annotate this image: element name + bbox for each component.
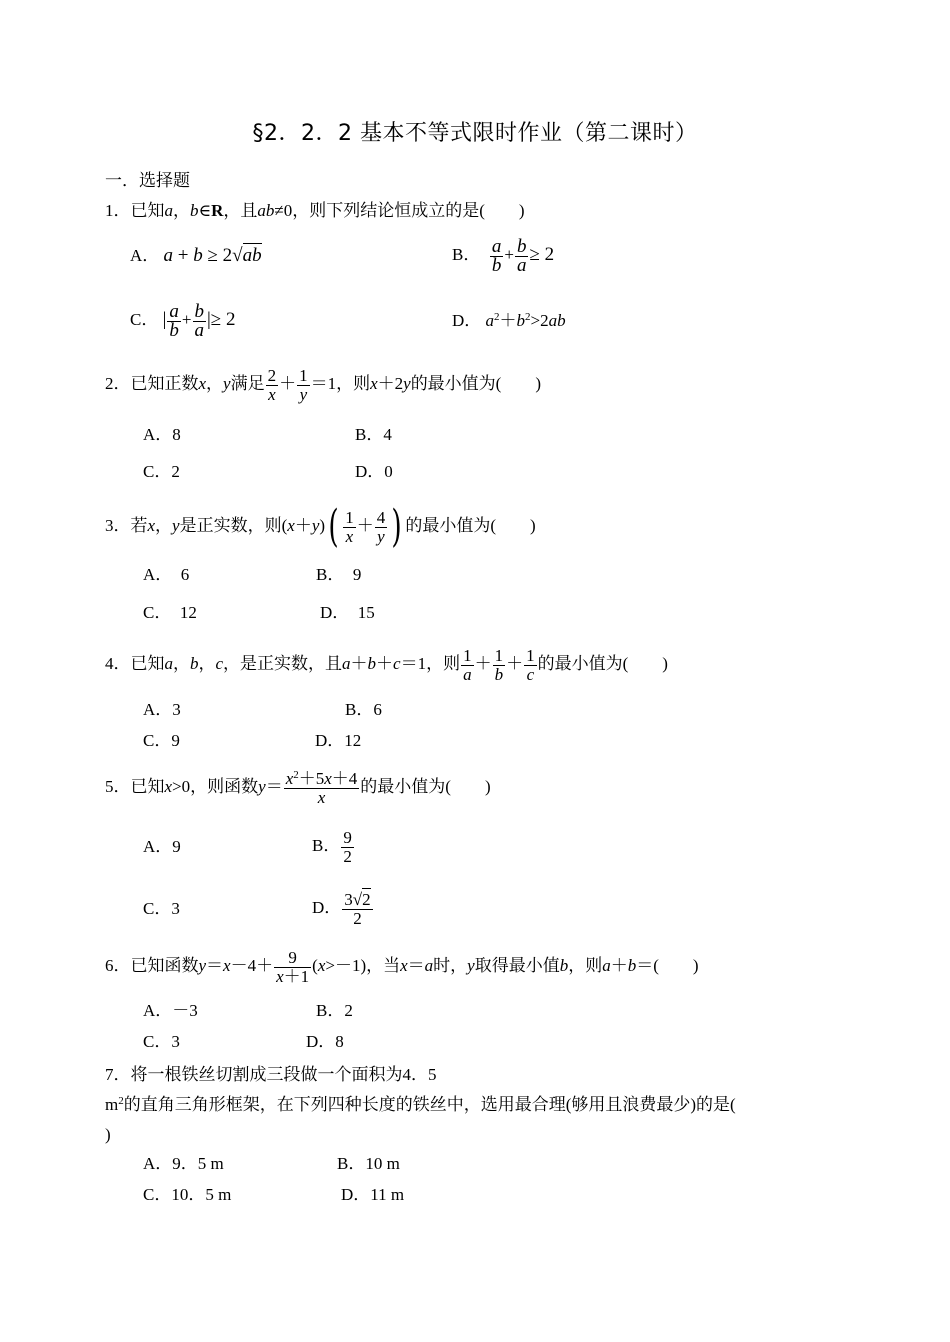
question-6-option-c: C．3 — [143, 1032, 180, 1051]
question-7-line-2: $m^2$的直角三角形框架，在下列四种长度的铁丝中，选用最合理(够用且浪费最少)的是( — [105, 1095, 736, 1114]
question-1-stem: 1．已知a，b∈R，且ab≠0，则下列结论恒成立的是( ) — [105, 201, 525, 220]
question-2-option-d: D．0 — [355, 462, 393, 481]
question-1-option-c: C． | $\frac{a}{b}$ + $\frac{b}{a}$ |≥ 2 — [130, 300, 236, 341]
question-3-stem: 3．若x，y是正实数，则(x＋y)( $\frac{1}{x}$ ＋ $\frac{4}{y}$ ) 的最小值为( ) — [105, 501, 536, 553]
page-title: §2．2．2 基本不等式限时作业（第二课时） — [252, 121, 698, 146]
question-3-option-a: A． 6 — [143, 565, 190, 584]
question-7-option-b: B．10 m — [337, 1154, 400, 1173]
question-5-option-c: C．3 — [143, 899, 180, 918]
question-6-option-a: A．－3 — [143, 1001, 198, 1020]
question-5-option-a: A．9 — [143, 837, 181, 856]
question-7-option-d: D．11 m — [341, 1185, 405, 1204]
question-1-option-d: D． $a^2+b^2>2ab$ — [452, 311, 566, 330]
question-4-option-a: A．3 — [143, 700, 181, 719]
question-7-line-3: ) — [105, 1125, 111, 1144]
question-1-option-b: B． $\frac{a}{b}$ + $\frac{b}{a}$ ≥ 2 — [452, 235, 555, 276]
question-4-option-d: D．12 — [315, 731, 362, 750]
question-7-option-c: C．10．5 m — [143, 1185, 232, 1204]
question-5-stem: 5．已知x>0，则函数y＝ $\frac{x^2+5x+4}{x}$ 的最小值为( ) — [105, 768, 491, 807]
question-2-stem: 2．已知正数x，y满足 $\frac{2}{x}$ ＋ $\frac{1}{y}$ ＝1，则x＋2y的最小值为( ) — [105, 365, 542, 404]
question-4-option-b: B．6 — [345, 700, 382, 719]
question-2-option-a: A．8 — [143, 425, 181, 444]
question-3-option-c: C． 12 — [143, 603, 197, 622]
section-heading: 一．选择题 — [105, 171, 190, 190]
question-3-option-d: D． 15 — [320, 603, 375, 622]
question-5-option-d: D． $\frac{3√2}{2}$ — [312, 889, 371, 928]
question-5-option-b: B． $\frac{9}{2}$ — [312, 827, 352, 866]
question-6-option-b: B．2 — [316, 1001, 353, 1020]
question-6-stem: 6．已知函数y＝x－4＋ $\frac{9}{x+1}$ (x>－1)，当x＝a时，y取得最小值b，则a＋b＝( ) — [105, 947, 699, 986]
question-4-stem: 4．已知a，b，c，是正实数，且a＋b＋c＝1，则 $\frac{1}{a}$ ＋ $\frac{1}{b}$ ＋ $\frac{1}{c}$ 的最小值为( ) — [105, 645, 668, 684]
question-7-line-1: 7．将一根铁丝切割成三段做一个面积为4．5 — [105, 1065, 437, 1084]
question-4-option-c: C．9 — [143, 731, 180, 750]
question-2-option-b: B．4 — [355, 425, 392, 444]
question-2-option-c: C．2 — [143, 462, 180, 481]
question-7-option-a: A．9．5 m — [143, 1154, 224, 1173]
question-1-option-a: A． a + b ≥ 2√ab — [130, 245, 262, 266]
question-6-option-d: D．8 — [306, 1032, 344, 1051]
question-3-option-b: B． 9 — [316, 565, 362, 584]
